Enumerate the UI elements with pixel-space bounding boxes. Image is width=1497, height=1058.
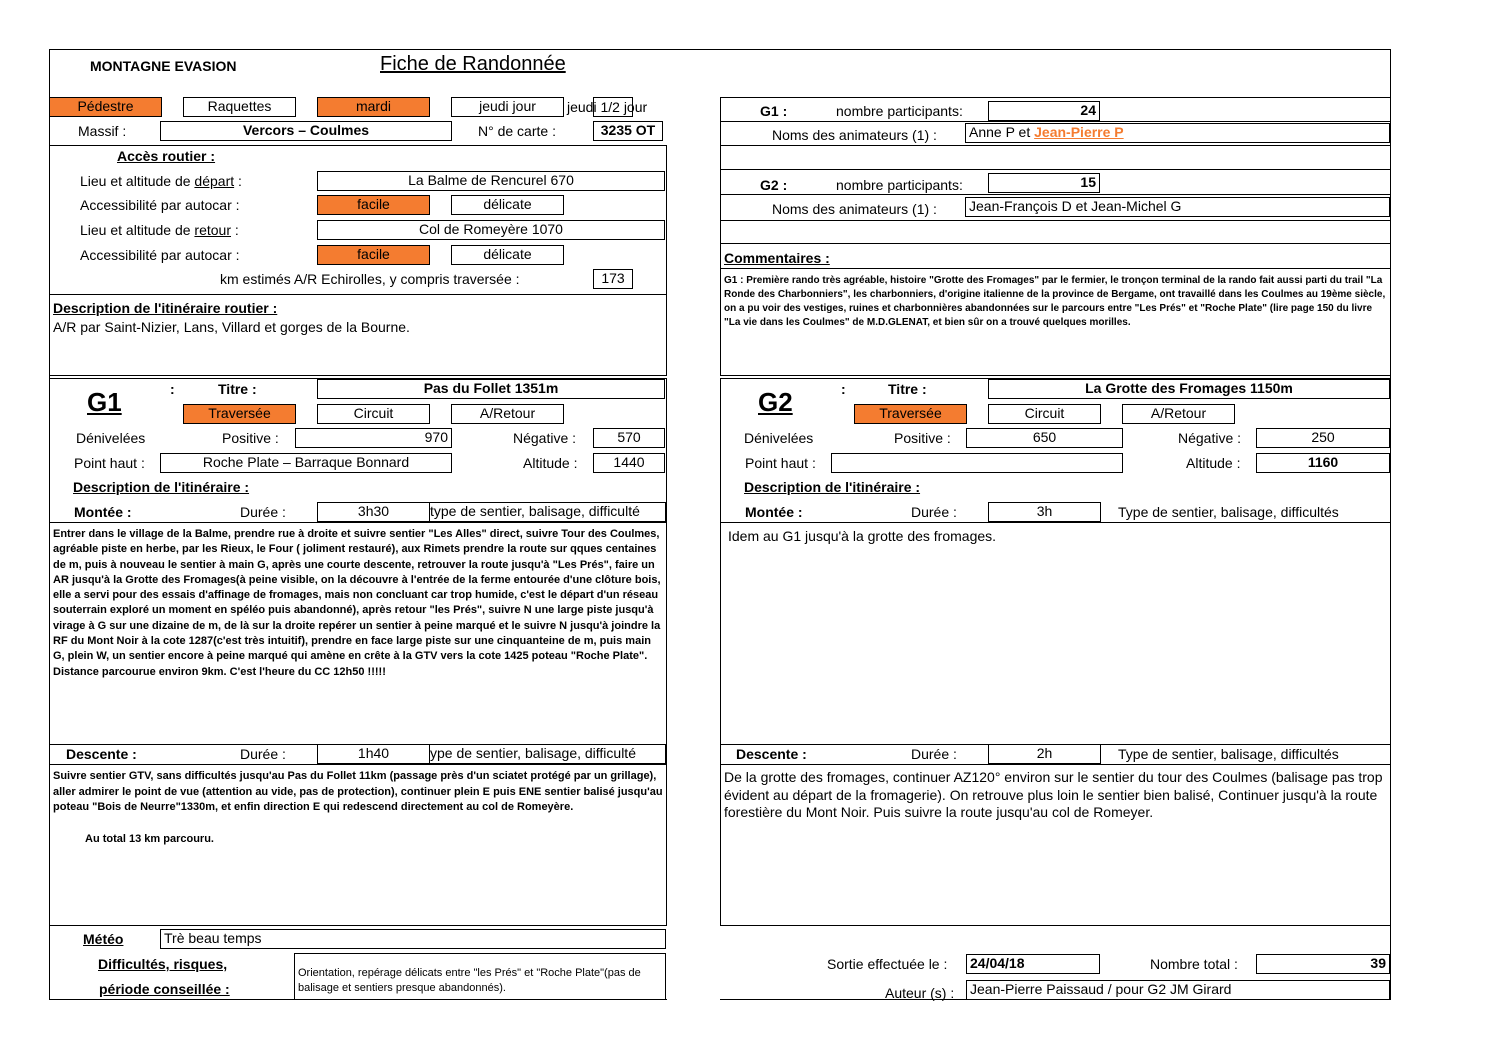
g1-titre-label: Titre : [218, 381, 257, 397]
massif-label: Massif : [78, 123, 127, 139]
g1-name: G1 [87, 387, 122, 417]
frame-top [49, 49, 1391, 50]
g1-participants-label: nombre participants: [836, 103, 963, 119]
g1-titre: Pas du Follet 1351m [317, 379, 665, 399]
g2-positive: 650 [966, 428, 1123, 448]
g1-colon: : [170, 381, 175, 397]
depart-delicate[interactable]: délicate [451, 195, 564, 215]
g2-altitude: 1160 [1256, 453, 1390, 473]
auteur-value: Jean-Pierre Paissaud / pour G2 JM Girard [966, 980, 1390, 1000]
g1-positive: 970 [295, 428, 452, 448]
retour-value: Col de Romeyère 1070 [317, 220, 665, 240]
sortie-value: 24/04/18 [966, 954, 1100, 974]
g1-desc-title: Description de l'itinéraire : [73, 479, 250, 495]
g2-montee-line [720, 522, 1391, 523]
club-name: MONTAGNE EVASION [90, 58, 237, 74]
g2-colon: : [841, 381, 846, 397]
g2-animateurs-label: Noms des animateurs (1) : [772, 201, 937, 217]
g1-circuit[interactable]: Circuit [317, 404, 430, 424]
g1-descente-line [49, 764, 667, 765]
km-label: km estimés A/R Echirolles, y compris traversée : [220, 271, 520, 287]
activity-raquettes[interactable]: Raquettes [183, 97, 296, 117]
right-top-left-line [720, 97, 721, 375]
g2-negative-label: Négative : [1178, 430, 1242, 446]
g2-duree-label: Durée : [911, 504, 957, 520]
g1-participants: 24 [988, 101, 1100, 121]
comment-sep-line [720, 268, 1391, 269]
g1-point-haut-label: Point haut : [74, 455, 145, 471]
g1-point-haut: Roche Plate – Barraque Bonnard [160, 453, 452, 473]
total-value: 39 [1256, 954, 1390, 974]
g1-info-line-2 [720, 145, 1391, 146]
blank-line [720, 169, 1391, 170]
g1-animateurs-label: Noms des animateurs (1) : [772, 127, 937, 143]
g2-participants: 15 [988, 173, 1100, 193]
g2-descente-text: De la grotte des fromages, continuer AZ120° environ sur le sentier du tour des Coulmes (balisage pas trop évident au départ de la fromagerie). On retrouve plus loin le sentier bien balisé, Continuer jusqu'à la route forestière du Mont Noir. Puis suivre la route jusqu'au col de Romeyer. [724, 769, 1383, 820]
g2-titre-label: Titre : [888, 381, 927, 397]
activity-jeudi-jour[interactable]: jeudi jour [451, 97, 564, 117]
g2-desc-title: Description de l'itinéraire : [744, 479, 921, 495]
g2-name: G2 [758, 387, 793, 417]
g2-circuit[interactable]: Circuit [988, 404, 1101, 424]
route-desc-title: Description de l'itinéraire routier : [53, 300, 278, 316]
meteo-value: Trè beau temps [160, 929, 666, 949]
periode-label: période conseillée : [99, 981, 230, 997]
g2-descente-sep [1100, 744, 1101, 764]
massif-value: Vercors – Coulmes [160, 121, 452, 141]
g2-montee-label: Montée : [745, 504, 803, 520]
g2-descente-duree: 2h [988, 744, 1101, 764]
carte-value: 3235 OT [593, 121, 663, 141]
g1-animateurs: Anne P et Jean-Pierre P [965, 123, 1390, 143]
page-title: Fiche de Randonnée [380, 53, 566, 75]
g1-bottom-line [49, 925, 667, 926]
g1-type-sentier: type de sentier, balisage, difficulté [429, 502, 666, 522]
g1-altitude: 1440 [593, 453, 665, 473]
g2-info-label: G2 : [760, 177, 788, 193]
g2-animateurs: Jean-François D et Jean-Michel G [965, 197, 1390, 217]
g1-descente-duree: 1h40 [317, 744, 430, 764]
g2-descente-label: Descente : [736, 746, 807, 762]
g2-info-line-2 [720, 220, 1391, 221]
commentaires-title: Commentaires : [724, 250, 830, 266]
carte-label: N° de carte : [478, 123, 556, 139]
g1-montee-text: Entrer dans le village de la Balme, prendre rue à droite et suivre sentier "Les Alles" direct, suivre Tour des Coulmes, agréable piste en herbe, par les Rieux, le Four ( joliment restauré), aux Rimets prendre la route sur qques centaines de m, puis à nouveau le sentier à main G, après une courte descente, retrouver la route jusqu'à "Les Prés", faire un AR jusqu'à la Grotte des Fromages(à peine visible, on la découvre à l'entrée de la ferme entourée d'une clôture bois, elle a servi pour des essais d'affinage de fromages, mais non concluant car trop humide, c'est le départ d'un réseau souterrain exploré un moment en spéléo puis abandonné), après retour "les Prés", suivre N une large piste jusqu'à virage à G sur une dizaine de m, de là sur la droite repérer un sentier à peine marqué et le suivre N jusqu'à joindre la RF du Mont Noir à la cote 1287(c'est très intuitif), prendre en face large piste sur une cinquanteine de m, puis main G, plein W, un sentier encore à peine marqué qui amène en crête à la GTV vers la cote 1425 poteau "Roche Plate". Distance parcourue environ 9km. C'est l'heure du CC 12h50 !!!!! [53, 528, 661, 678]
g2-titre: La Grotte des Fromages 1150m [988, 379, 1390, 399]
g2-positive-label: Positive : [894, 430, 951, 446]
g2-descente-type: Type de sentier, balisage, difficultés [1118, 746, 1339, 762]
route-desc-text: A/R par Saint-Nizier, Lans, Villard et gorges de la Bourne. [53, 319, 410, 335]
acces-top-line [49, 145, 667, 146]
g2-aretour[interactable]: A/Retour [1122, 404, 1235, 424]
g1-denivelees: Dénivelées [76, 430, 146, 446]
activity-jeudi-demi[interactable]: jeudi 1/2 jour [567, 99, 648, 115]
g1-montee-duree: 3h30 [317, 502, 430, 522]
access-label-1: Accessibilité par autocar : [80, 197, 240, 213]
g1-negative: 570 [593, 428, 665, 448]
right-top-line [720, 97, 1391, 98]
g2-point-haut-label: Point haut : [745, 455, 816, 471]
g2-altitude-label: Altitude : [1186, 455, 1241, 471]
meteo-label: Météo [83, 931, 124, 947]
sortie-label: Sortie effectuée le : [827, 956, 948, 972]
g1-montee-label: Montée : [74, 504, 132, 520]
commentaires-text: G1 : Première rando très agréable, histoire "Grotte des Fromages" par le fermier, le tronçon terminal de la rando fait aussi parti du trail "La Ronde des Charbonniers", les charbonniers, d'origine italienne de la province de Bergame, ont travaillé dans les Coulmes au 19ème siècle, on a pu voir des vestiges, ruines et charbonnières abandonnées sur le parcours entre "Les Prés" et "Roche Plate" (lire page 150 du livre "La vie dans les Coulmes" de M.D.GLENAT, et bien sûr on a trouvé quelques morilles. [724, 275, 1386, 328]
activity-pedestre[interactable]: Pédestre [49, 97, 162, 117]
g1-descente-type: ype de sentier, balisage, difficulté [429, 744, 666, 764]
g1-aretour[interactable]: A/Retour [451, 404, 564, 424]
route-top-line [49, 294, 667, 295]
g2-traversee[interactable]: Traversée [854, 404, 967, 424]
acces-right-line [666, 145, 667, 295]
depart-value: La Balme de Rencurel 670 [317, 171, 665, 191]
g1-traversee[interactable]: Traversée [183, 404, 296, 424]
g2-descente-duree-label: Durée : [911, 746, 957, 762]
g1-positive-label: Positive : [222, 430, 279, 446]
g1-montee-line [49, 522, 667, 523]
frame-left [49, 49, 50, 1000]
retour-label: Lieu et altitude de retour : [80, 222, 239, 238]
auteur-label: Auteur (s) : [885, 985, 955, 1001]
g1-duree-label: Durée : [240, 504, 286, 520]
retour-facile[interactable]: facile [317, 245, 430, 265]
g2-type-sentier: Type de sentier, balisage, difficultés [1118, 504, 1339, 520]
g1-descente-label: Descente : [66, 746, 137, 762]
g2-bottom-line [720, 925, 1391, 926]
g2-left-line [720, 378, 721, 926]
g2-montee-text: Idem au G1 jusqu'à la grotte des fromages. [728, 528, 997, 544]
g1-descente-duree-label: Durée : [240, 746, 286, 762]
activity-mardi[interactable]: mardi [317, 97, 430, 117]
g1-info-label: G1 : [760, 103, 788, 119]
g2-descente-line [720, 764, 1391, 765]
g2-denivelees: Dénivelées [744, 430, 814, 446]
access-label-2: Accessibilité par autocar : [80, 247, 240, 263]
total-label: Nombre total : [1150, 956, 1238, 972]
g1-altitude-label: Altitude : [523, 455, 578, 471]
g1-descente-text: Suivre sentier GTV, sans difficultés jusqu'au Pas du Follet 11km (passage près d'un sciatet protégé par un grillage), aller admirer le point de vue (attention au vide, pas de protection), continuer plein E puis ENE sentier balisé jusqu'au poteau "Bois de Neurre"1330m, et enfin direction E qui redescend directement au col de Romeyère. [53, 770, 663, 814]
acces-title: Accès routier : [117, 148, 216, 164]
frame-right [1390, 49, 1391, 1000]
g2-info-line [720, 194, 1391, 195]
comment-bottom-line [720, 375, 1391, 376]
g1-negative-label: Négative : [513, 430, 577, 446]
g1-right-line [666, 378, 667, 926]
km-value: 173 [593, 269, 633, 289]
retour-delicate[interactable]: délicate [451, 245, 564, 265]
g2-montee-duree: 3h [988, 502, 1101, 522]
comment-top-line [720, 243, 1391, 244]
depart-label: Lieu et altitude de départ : [80, 173, 242, 189]
difficultes-text: Orientation, repérage délicats entre "les Prés" et "Roche Plate"(pas de balisage et sentiers presque abandonnés). [298, 967, 641, 994]
g2-point-haut [831, 453, 1123, 473]
route-right-line [666, 294, 667, 376]
g1-info-line [720, 121, 1391, 122]
difficultes-label: Difficultés, risques, [98, 956, 228, 972]
g2-negative: 250 [1256, 428, 1390, 448]
jeudi-demi-box [593, 97, 633, 117]
route-bottom-line [49, 375, 667, 376]
g2-participants-label: nombre participants: [836, 177, 963, 193]
depart-facile[interactable]: facile [317, 195, 430, 215]
g1-descente-total: Au total 13 km parcouru. [85, 833, 214, 845]
